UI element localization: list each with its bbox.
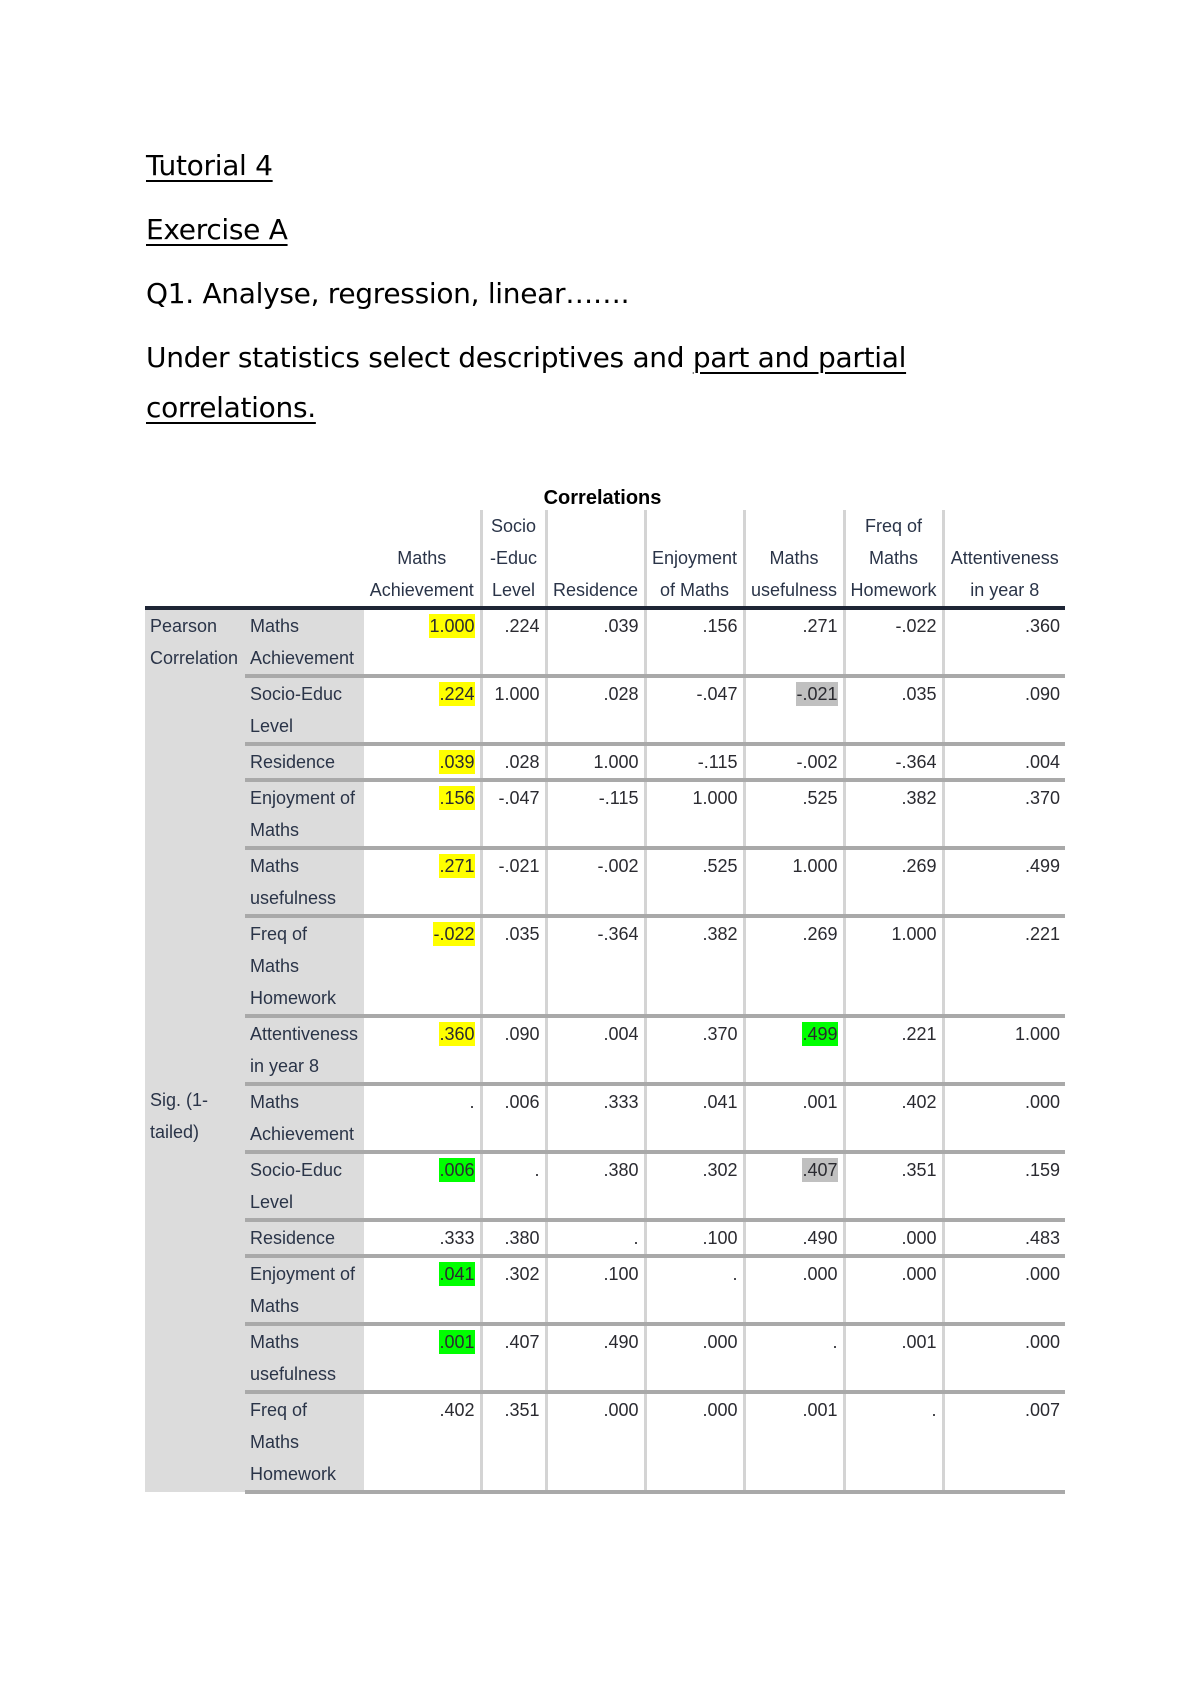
column-header: Maths Achievement: [364, 510, 481, 608]
table-cell: [546, 1256, 645, 1324]
table-cell: [546, 848, 645, 916]
cell-value: .028: [504, 752, 540, 772]
table-cell: [645, 608, 744, 676]
group-label: Pearson Correlation: [145, 608, 245, 1084]
cell-value: .221: [1024, 924, 1061, 944]
table-cell: [943, 916, 1065, 1016]
cell-value: .407: [504, 1332, 540, 1352]
cell-value: .: [931, 1400, 937, 1420]
highlighted-value: .499: [802, 1024, 838, 1044]
instruction-underlined: part and partial: [692, 341, 907, 374]
table-cell: [546, 1392, 645, 1492]
row-label: Maths usefulness: [245, 1324, 364, 1392]
table-cell: [364, 1324, 481, 1392]
highlighted-value: .001: [439, 1332, 475, 1352]
cell-value: .221: [901, 1024, 937, 1044]
table-row: [145, 1324, 1065, 1392]
cell-value: .000: [1024, 1092, 1061, 1112]
table-cell: [645, 676, 744, 744]
cell-value: .483: [1024, 1228, 1061, 1248]
row-label: Attentiveness in year 8: [245, 1016, 364, 1084]
cell-value: -.364: [895, 752, 937, 772]
row-label: Maths Achievement: [245, 1084, 364, 1152]
exercise-heading: Exercise A: [146, 213, 288, 246]
table-cell: [744, 744, 844, 780]
row-label: Maths usefulness: [245, 848, 364, 916]
cell-value: 1.000: [1014, 1024, 1061, 1044]
cell-value: .360: [1024, 616, 1061, 636]
table-row: [145, 1220, 1065, 1256]
cell-value: .028: [603, 684, 639, 704]
table-cell: [844, 1084, 943, 1152]
table-cell: [481, 676, 546, 744]
cell-value: .269: [802, 924, 838, 944]
cell-value: -.002: [796, 752, 838, 772]
row-label: Freq of Maths Homework: [245, 916, 364, 1016]
row-label: Residence: [245, 1220, 364, 1256]
cell-value: .370: [702, 1024, 738, 1044]
cell-value: .041: [702, 1092, 738, 1112]
table-cell: [744, 780, 844, 848]
instruction-plain: Under statistics select descriptives and: [146, 341, 693, 374]
table-cell: [744, 1220, 844, 1256]
table-row: [145, 744, 1065, 780]
tutorial-title: Tutorial 4: [146, 149, 273, 182]
table-cell: [546, 1152, 645, 1220]
table-cell: [844, 608, 943, 676]
cell-value: -.047: [498, 788, 540, 808]
cell-value: .000: [1024, 1264, 1061, 1284]
table-cell: [481, 608, 546, 676]
cell-value: .490: [603, 1332, 639, 1352]
table-cell: [744, 1152, 844, 1220]
table-cell: [481, 848, 546, 916]
group-label: Sig. (1-tailed): [145, 1084, 245, 1492]
table-cell: [645, 1324, 744, 1392]
cell-value: .: [534, 1160, 540, 1180]
table-cell: [546, 1084, 645, 1152]
cell-value: .090: [1024, 684, 1061, 704]
cell-value: .302: [504, 1264, 540, 1284]
table-cell: [943, 676, 1065, 744]
table-cell: [364, 1392, 481, 1492]
cell-value: .380: [603, 1160, 639, 1180]
table-cell: [645, 1016, 744, 1084]
highlighted-value: .041: [439, 1264, 475, 1284]
table-cell: [844, 1392, 943, 1492]
table-cell: [943, 1084, 1065, 1152]
table-cell: [943, 780, 1065, 848]
cell-value: -.047: [696, 684, 738, 704]
cell-value: .: [832, 1332, 838, 1352]
table-cell: [645, 1256, 744, 1324]
table-cell: [481, 1152, 546, 1220]
cell-value: .035: [504, 924, 540, 944]
cell-value: .302: [702, 1160, 738, 1180]
cell-value: .000: [1024, 1332, 1061, 1352]
cell-value: .001: [901, 1332, 937, 1352]
header-blank: [145, 510, 245, 608]
cell-value: .000: [901, 1228, 937, 1248]
highlighted-value: .006: [439, 1160, 475, 1180]
row-label: Freq of Maths Homework: [245, 1392, 364, 1492]
row-label: Enjoyment of Maths: [245, 1256, 364, 1324]
cell-value: .382: [901, 788, 937, 808]
cell-value: .269: [901, 856, 937, 876]
cell-value: -.002: [597, 856, 639, 876]
row-label: Enjoyment of Maths: [245, 780, 364, 848]
table-cell: [481, 916, 546, 1016]
table-cell: [481, 1256, 546, 1324]
cell-value: .000: [702, 1332, 738, 1352]
cell-value: .333: [603, 1092, 639, 1112]
header-blank: [245, 510, 364, 608]
cell-value: .351: [504, 1400, 540, 1420]
table-row: [145, 916, 1065, 1016]
highlighted-value: .224: [439, 684, 475, 704]
cell-value: .007: [1024, 1400, 1061, 1420]
table-row: [145, 1256, 1065, 1324]
table-cell: [744, 848, 844, 916]
highlighted-value: .156: [439, 788, 475, 808]
highlighted-value: 1.000: [429, 616, 475, 636]
instruction-line-2: correlations.: [146, 391, 316, 424]
table-cell: [943, 1152, 1065, 1220]
table-row: [145, 608, 1065, 676]
table-cell: [943, 1392, 1065, 1492]
cell-value: 1.000: [891, 924, 937, 944]
column-header: Socio -Educ Level: [481, 510, 546, 608]
question-text: Q1. Analyse, regression, linear…….: [146, 277, 630, 310]
table-cell: [943, 1016, 1065, 1084]
instruction-line-1: [146, 342, 906, 374]
table-cell: [744, 676, 844, 744]
table-row: [145, 780, 1065, 848]
table-cell: [546, 676, 645, 744]
table-cell: [844, 1324, 943, 1392]
cell-value: .525: [702, 856, 738, 876]
table-cell: [645, 1392, 744, 1492]
cell-value: 1.000: [494, 684, 540, 704]
table-cell: [364, 1256, 481, 1324]
highlighted-value: .407: [802, 1160, 838, 1180]
cell-value: .370: [1024, 788, 1061, 808]
cell-value: .271: [802, 616, 838, 636]
cell-value: -.021: [498, 856, 540, 876]
cell-value: -.115: [697, 752, 738, 772]
cell-value: .100: [702, 1228, 738, 1248]
cell-value: 1.000: [593, 752, 639, 772]
table-cell: [943, 608, 1065, 676]
cell-value: -.364: [597, 924, 639, 944]
table-cell: [645, 744, 744, 780]
table-cell: [943, 1324, 1065, 1392]
table-cell: [546, 780, 645, 848]
row-label: Maths Achievement: [245, 608, 364, 676]
cell-value: .351: [901, 1160, 937, 1180]
cell-value: .156: [702, 616, 738, 636]
table-cell: [645, 848, 744, 916]
cell-value: .333: [439, 1228, 475, 1248]
table-row: [145, 848, 1065, 916]
row-label: Socio-Educ Level: [245, 1152, 364, 1220]
table-cell: [744, 1084, 844, 1152]
row-label: Socio-Educ Level: [245, 676, 364, 744]
table-cell: [481, 1324, 546, 1392]
cell-value: 1.000: [792, 856, 838, 876]
cell-value: .499: [1024, 856, 1061, 876]
highlighted-value: -.021: [796, 684, 838, 704]
table-cell: [943, 1220, 1065, 1256]
table-row: [145, 676, 1065, 744]
table-cell: [364, 916, 481, 1016]
table-cell: [481, 1220, 546, 1256]
column-header: Residence: [546, 510, 645, 608]
cell-value: .382: [702, 924, 738, 944]
table-cell: [645, 916, 744, 1016]
table-cell: [844, 848, 943, 916]
table-cell: [364, 1152, 481, 1220]
cell-value: .490: [802, 1228, 838, 1248]
highlighted-value: -.022: [433, 924, 475, 944]
table-cell: [744, 608, 844, 676]
table-cell: [546, 608, 645, 676]
highlighted-value: .271: [439, 856, 475, 876]
table-cell: [546, 1324, 645, 1392]
cell-value: .004: [1024, 752, 1061, 772]
table-cell: [943, 1256, 1065, 1324]
column-header: Maths usefulness: [744, 510, 844, 608]
row-label: Residence: [245, 744, 364, 780]
table-cell: [481, 780, 546, 848]
cell-value: .004: [603, 1024, 639, 1044]
table-cell: [364, 744, 481, 780]
cell-value: .224: [504, 616, 540, 636]
table-cell: [481, 1084, 546, 1152]
table-cell: [844, 744, 943, 780]
column-header: Enjoyment of Maths: [645, 510, 744, 608]
table-cell: [481, 1392, 546, 1492]
cell-value: .000: [603, 1400, 639, 1420]
cell-value: .000: [702, 1400, 738, 1420]
table-cell: [364, 676, 481, 744]
cell-value: .380: [504, 1228, 540, 1248]
header-row: [145, 510, 1065, 608]
cell-value: .001: [802, 1400, 838, 1420]
table-cell: [546, 916, 645, 1016]
column-header: Freq of Maths Homework: [844, 510, 943, 608]
cell-value: -.115: [598, 788, 639, 808]
table-row: [145, 1152, 1065, 1220]
table-cell: [844, 676, 943, 744]
table-cell: [744, 1324, 844, 1392]
table-cell: [546, 1220, 645, 1256]
cell-value: .: [732, 1264, 738, 1284]
table-cell: [546, 1016, 645, 1084]
cell-value: .000: [802, 1264, 838, 1284]
correlations-table: [145, 510, 1065, 1494]
table-cell: [364, 1084, 481, 1152]
cell-value: .: [469, 1092, 475, 1112]
table-cell: [364, 848, 481, 916]
table-row: [145, 1084, 1065, 1152]
table-cell: [645, 1152, 744, 1220]
cell-value: .001: [802, 1092, 838, 1112]
table-cell: [546, 744, 645, 780]
table-cell: [364, 780, 481, 848]
cell-value: .000: [901, 1264, 937, 1284]
cell-value: 1.000: [692, 788, 738, 808]
cell-value: -.022: [895, 616, 937, 636]
cell-value: .006: [504, 1092, 540, 1112]
table-cell: [645, 1220, 744, 1256]
table-cell: [844, 1152, 943, 1220]
table-cell: [943, 848, 1065, 916]
table-cell: [645, 780, 744, 848]
table-row: [145, 1392, 1065, 1492]
table-cell: [364, 608, 481, 676]
cell-value: .035: [901, 684, 937, 704]
column-header: Attentiveness in year 8: [943, 510, 1065, 608]
table-cell: [744, 1392, 844, 1492]
table-cell: [744, 916, 844, 1016]
table-cell: [364, 1016, 481, 1084]
table-cell: [645, 1084, 744, 1152]
table-cell: [364, 1220, 481, 1256]
table-row: [145, 1016, 1065, 1084]
table-cell: [844, 1016, 943, 1084]
table-cell: [844, 1256, 943, 1324]
cell-value: .159: [1024, 1160, 1061, 1180]
table-cell: [744, 1016, 844, 1084]
cell-value: .: [633, 1228, 639, 1248]
table-cell: [744, 1256, 844, 1324]
cell-value: .525: [802, 788, 838, 808]
table-cell: [943, 744, 1065, 780]
cell-value: .090: [504, 1024, 540, 1044]
table-cell: [481, 1016, 546, 1084]
cell-value: .039: [603, 616, 639, 636]
table-cell: [844, 916, 943, 1016]
table-cell: [844, 780, 943, 848]
table-cell: [844, 1220, 943, 1256]
table-title: Correlations: [543, 487, 662, 509]
cell-value: .100: [603, 1264, 639, 1284]
highlighted-value: .039: [439, 752, 475, 772]
cell-value: .402: [901, 1092, 937, 1112]
cell-value: .402: [439, 1400, 475, 1420]
table-cell: [481, 744, 546, 780]
highlighted-value: .360: [439, 1024, 475, 1044]
